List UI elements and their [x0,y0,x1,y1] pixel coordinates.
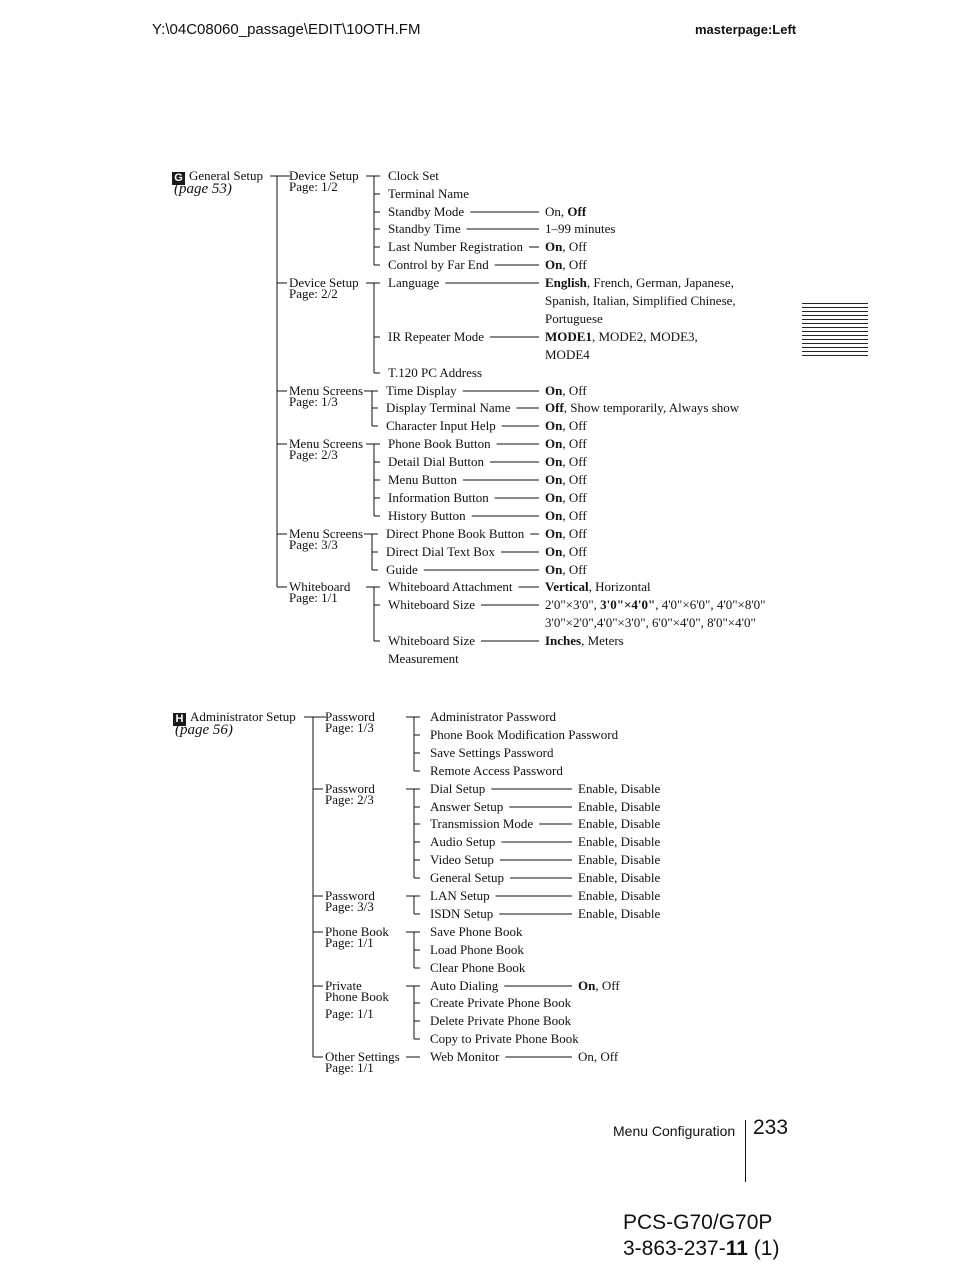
footer-divider [745,1120,746,1182]
general_setup-item-value [545,615,756,630]
admin_setup-group-page: Page: 1/1 [325,1060,374,1075]
admin_setup-item-value [578,1049,618,1064]
general_setup-item-label: IR Repeater Mode [388,329,485,344]
admin_setup-item-label: Administrator Password [430,709,557,724]
general_setup-item-label: T.120 PC Address [388,365,483,380]
admin_setup-value-part: Enable, Disable [578,888,661,903]
admin_setup-item-label: Remote Access Password [430,763,563,778]
admin_setup-item-label: Transmission Mode [430,816,534,831]
general_setup-value-part: 2'0"×3'0", [545,597,601,612]
general_setup-item-label: Direct Dial Text Box [386,544,495,559]
admin_setup-value-part: Enable, Disable [578,781,661,796]
admin_setup-item-value [578,870,660,885]
admin_setup-item-label: Save Settings Password [430,745,554,760]
general_setup-item-label: Menu Button [388,472,457,487]
general_setup-value-part: , Horizontal [588,579,651,594]
general_setup-value-part: On [545,544,563,559]
admin_setup-item-value [578,834,660,849]
general_setup-item-value [545,544,587,559]
general_setup-value-part: Off [567,204,587,219]
admin_setup-group-page: Page: 3/3 [325,899,374,914]
admin_setup-group-name: Private [325,978,362,993]
admin_setup-value-part: , Off [595,978,620,993]
general_setup-item-value [545,418,587,433]
general_setup-group-name: Whiteboard [289,579,351,594]
general_setup-value-part: Off [545,400,564,415]
admin_setup-group-name: Phone Book [325,924,389,939]
general_setup-item-label: Display Terminal Name [386,400,511,415]
general_setup-group-page: Page: 1/2 [289,179,338,194]
general_setup-item-value [545,221,615,236]
code-prefix: 3-863-237- [623,1237,726,1260]
general_setup-item-label: Guide [386,562,418,577]
admin_setup-group-name: Password [325,888,375,903]
general_setup-value-part: Inches [545,633,582,648]
general_setup-value-part: , MODE2, MODE3, [591,329,698,344]
general_setup-value-part: 3'0"×4'0" [600,597,656,612]
admin_setup-item-value [578,906,660,921]
general_setup-item-label: Standby Time [388,221,461,236]
general_setup-value-part: , Off [562,239,587,254]
general_setup-value-part: 3'0"×2'0",4'0"×3'0", 6'0"×4'0", 8'0"×4'0" [545,615,756,630]
general_setup-item-label: Whiteboard Attachment [388,579,513,594]
general_setup-value-part: MODE4 [545,347,590,362]
general_setup-group-name: Device Setup [289,275,359,290]
general_setup-item-value [545,436,587,451]
general_setup-value-part: 1–99 minutes [545,221,616,236]
admin_setup-group-page: Page: 1/3 [325,720,374,735]
general_setup-value-part: On [545,562,563,577]
general_setup-item-label-2: Measurement [388,651,459,666]
admin_setup-item-value [578,816,660,831]
general_setup-value-part: , Show temporarily, Always show [563,400,740,415]
admin_setup-title-text: Administrator Setup [190,709,296,724]
general_setup-value-part: On, [545,204,568,219]
general_setup-item-label: Whiteboard Size [388,633,475,648]
general_setup-item-label: Whiteboard Size [388,597,475,612]
admin_setup-item-value [578,781,660,796]
general_setup-group-page: Page: 3/3 [289,537,338,552]
general_setup-value-part: On [545,454,563,469]
general_setup-value-part: On [545,257,563,272]
general_setup-item-value [545,329,698,344]
general_setup-item-value [545,204,586,219]
general_setup-item-label: History Button [388,508,466,523]
admin_setup-item-label: ISDN Setup [430,906,494,921]
general_setup-value-part: On [545,508,563,523]
general_setup-value-part: , Off [562,472,587,487]
general_setup-item-value [545,472,587,487]
admin_setup-group-name: Password [325,709,375,724]
general_setup-value-part: , Off [562,562,587,577]
general_setup-group-name: Device Setup [289,168,359,183]
general_setup-group-page: Page: 1/1 [289,590,338,605]
admin_setup-group-name-2: Phone Book [325,989,389,1004]
document-code [623,1236,779,1262]
general_setup-item-value [545,597,765,612]
general_setup-value-part: , Off [562,508,587,523]
general_setup-item-value [545,311,603,326]
general_setup-value-part: , Off [562,490,587,505]
general_setup-item-label: Language [388,275,440,290]
admin_setup-item-label: Phone Book Modification Password [430,727,619,742]
general_setup-value-part: On [545,239,563,254]
general_setup-item-label: Last Number Registration [388,239,524,254]
general_setup-value-part: , Off [562,383,587,398]
model-name: PCS-G70/G70P [623,1211,773,1234]
admin_setup-item-label: Copy to Private Phone Book [430,1031,579,1046]
general_setup-item-label: Detail Dial Button [388,454,485,469]
general_setup-item-label: Information Button [388,490,489,505]
general_setup-item-label: Standby Mode [388,204,465,219]
admin_setup-item-label: Auto Dialing [430,978,499,993]
admin_setup-value-part: Enable, Disable [578,816,661,831]
code-suffix: (1) [747,1237,780,1260]
general_setup-item-value [545,400,739,415]
general_setup-value-part: , Off [562,544,587,559]
general_setup-group-page: Page: 2/3 [289,447,338,462]
general_setup-value-part: , Off [562,454,587,469]
general_setup-badge: G [172,172,185,185]
admin_setup-value-part: Enable, Disable [578,834,661,849]
general_setup-value-part: , Off [562,257,587,272]
admin_setup-item-value [578,888,660,903]
admin_setup-value-part: On [578,978,596,993]
admin_setup-item-value [578,978,620,993]
admin_setup-item-label: Create Private Phone Book [430,995,572,1010]
admin_setup-item-value [578,852,660,867]
general_setup-value-part: Spanish, Italian, Simplified Chinese, [545,293,736,308]
file-path: Y:\04C08060_passage\EDIT\10OTH.FM [152,21,421,38]
general_setup-value-part: On [545,436,563,451]
admin_setup-badge: H [173,713,186,726]
general_setup-item-value [545,383,587,398]
general_setup-value-part: , Off [562,436,587,451]
general_setup-group-page: Page: 1/3 [289,394,338,409]
admin_setup-group-page: Page: 1/1 [325,935,374,950]
general_setup-item-label: Clock Set [388,168,439,183]
general_setup-item-label: Control by Far End [388,257,489,272]
general_setup-item-label: Direct Phone Book Button [386,526,525,541]
admin_setup-group-name: Password [325,781,375,796]
admin_setup-value-part: Enable, Disable [578,799,661,814]
general_setup-item-value [545,347,590,362]
general_setup-item-label: Terminal Name [388,186,470,201]
general_setup-value-part: , French, German, Japanese, [586,275,734,290]
general_setup-group-name: Menu Screens [289,526,364,541]
section-tab-marker [802,303,868,357]
admin_setup-group-page: Page: 2/3 [325,792,374,807]
general_setup-value-part: , Meters [581,633,624,648]
admin_setup-item-label: LAN Setup [430,888,490,903]
general_setup-page-ref: (page 53) [174,181,232,197]
admin_setup-page-ref: (page 56) [175,722,233,738]
admin_setup-item-label: Dial Setup [430,781,486,796]
general_setup-value-part: On [545,418,563,433]
general_setup-item-label: Phone Book Button [388,436,491,451]
code-bold: 11 [725,1237,748,1260]
model-block [623,1210,779,1262]
general_setup-group-name: Menu Screens [289,383,364,398]
general_setup-value-part: On [545,490,563,505]
general_setup-item-value [545,257,587,272]
general_setup-item-label: Character Input Help [386,418,496,433]
general_setup-value-part: , Off [562,526,587,541]
general_setup-item-value [545,293,736,308]
general_setup-value-part: On [545,526,563,541]
admin_setup-item-label: Web Monitor [430,1049,500,1064]
general_setup-item-value [545,579,651,594]
admin_setup-value-part: Enable, Disable [578,906,661,921]
admin_setup-item-label: Video Setup [430,852,494,867]
admin_setup-item-label: Load Phone Book [430,942,524,957]
general_setup-item-value [545,508,587,523]
masterpage-label: masterpage:Left [695,22,797,37]
general_setup-title-text: General Setup [189,168,264,183]
page-number: 233 [753,1116,789,1139]
admin_setup-item-value [578,799,660,814]
admin_setup-group-name: Other Settings [325,1049,400,1064]
general_setup-value-part: On [545,472,563,487]
admin_setup-item-label: Clear Phone Book [430,960,526,975]
general_setup-item-value [545,562,587,577]
general_setup-value-part: English [545,275,587,290]
general_setup-value-part: On [545,383,563,398]
general_setup-item-value [545,454,587,469]
general_setup-item-value [545,275,734,290]
admin_setup-item-label: Delete Private Phone Book [430,1013,572,1028]
general_setup-group-page: Page: 2/2 [289,286,338,301]
general_setup-item-value [545,633,624,648]
admin_setup-item-label: Save Phone Book [430,924,523,939]
admin_setup-item-label: General Setup [430,870,505,885]
general_setup-value-part: , 4'0"×6'0", 4'0"×8'0" [655,597,766,612]
general_setup-value-part: Portuguese [545,311,603,326]
admin_setup-item-label: Answer Setup [430,799,504,814]
admin_setup-value-part: On, Off [578,1049,619,1064]
admin_setup-group-page: Page: 1/1 [325,1006,374,1021]
admin_setup-item-label: Audio Setup [430,834,496,849]
general_setup-item-label: Time Display [386,383,457,398]
section-name: Menu Configuration [613,1123,736,1139]
general_setup-item-value [545,526,587,541]
admin_setup-value-part: Enable, Disable [578,870,661,885]
general_setup-value-part: Vertical [545,579,589,594]
admin_setup-value-part: Enable, Disable [578,852,661,867]
general_setup-value-part: MODE1 [545,329,592,344]
general_setup-item-value [545,239,587,254]
general_setup-group-name: Menu Screens [289,436,364,451]
general_setup-value-part: , Off [562,418,587,433]
general_setup-item-value [545,490,587,505]
